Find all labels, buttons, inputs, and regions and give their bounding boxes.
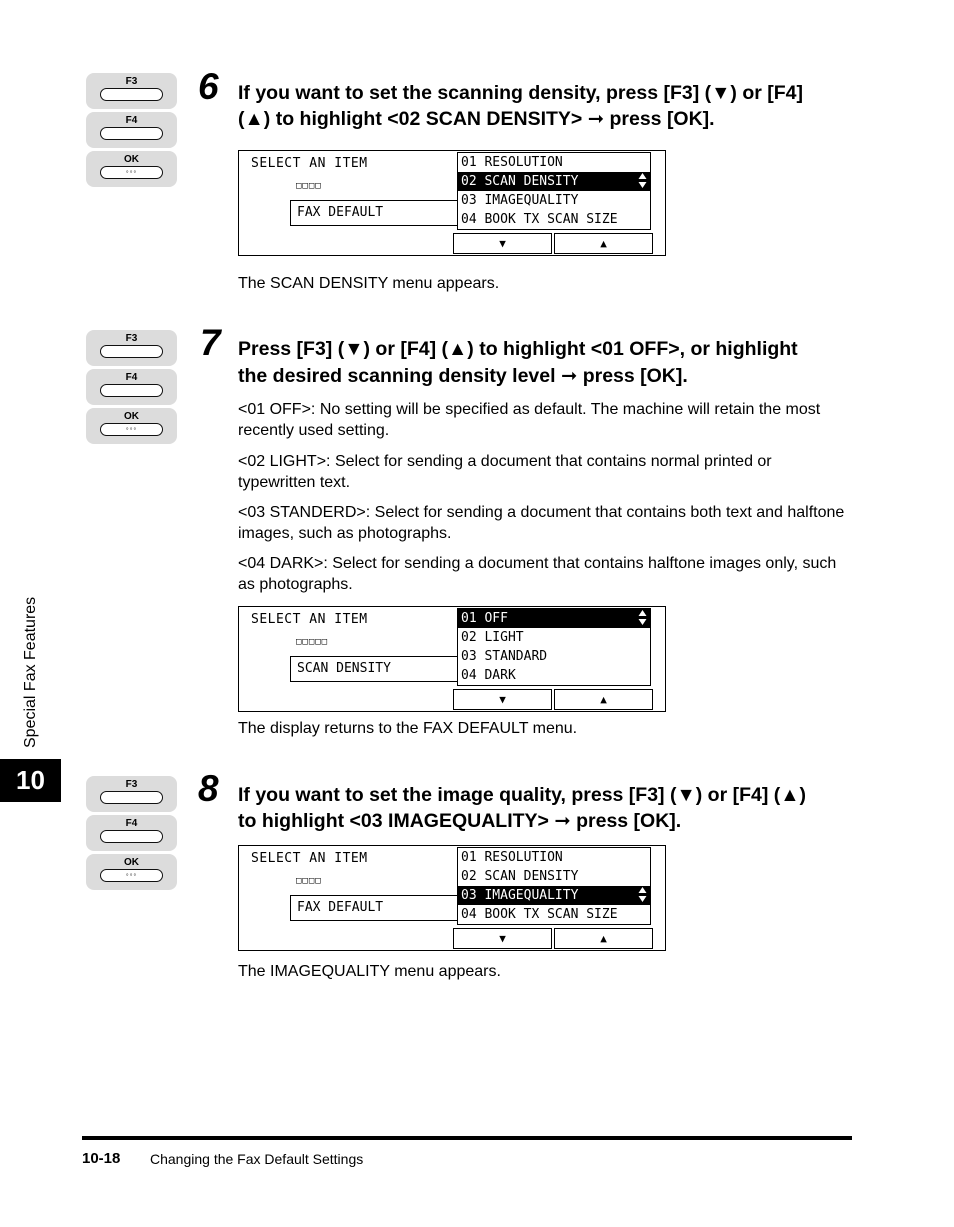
menu-item[interactable] [458, 666, 650, 685]
key-button-icon [100, 423, 163, 436]
key-button-icon [100, 830, 163, 843]
step-heading [238, 782, 848, 834]
menu-item[interactable] [458, 153, 650, 172]
key-button-icon [100, 384, 163, 397]
description-paragraph: <02 LIGHT>: Select for sending a document that contains normal printed or typewritten text. [238, 453, 772, 491]
step-number: 7 [200, 322, 221, 363]
lcd-screen [238, 606, 666, 712]
screen-field: FAX DEFAULT [290, 895, 460, 921]
screen-title: SELECT AN ITEM [251, 156, 368, 171]
chapter-tab: 10 [0, 759, 61, 802]
menu-item-label: 04 DARK [461, 668, 516, 683]
menu-item-label: 02 SCAN DENSITY [461, 869, 579, 884]
menu-item[interactable] [458, 210, 650, 229]
lcd-screen [238, 845, 666, 951]
description-paragraph: <03 STANDERD>: Select for sending a document that contains both text and halftone images, such as photographs. [238, 504, 845, 542]
page-number: 10-18 [82, 1150, 121, 1167]
screen-indicator: □□□□ [296, 181, 322, 191]
menu-item-label: 04 BOOK TX SCAN SIZE [461, 212, 618, 227]
screen-field: FAX DEFAULT [290, 200, 460, 226]
section-label: Special Fax Features [22, 596, 39, 748]
screen-title: SELECT AN ITEM [251, 612, 368, 627]
menu-item[interactable] [458, 191, 650, 210]
heading-line: If you want to set the image quality, press [F3] (▼) or [F4] (▲) [238, 784, 807, 806]
menu-list [457, 847, 651, 925]
screen-field: SCAN DENSITY [290, 656, 460, 682]
f3-key[interactable] [86, 776, 177, 812]
menu-item-label: 03 IMAGEQUALITY [461, 888, 579, 903]
menu-item[interactable] [458, 905, 650, 924]
step-heading [238, 336, 848, 389]
screen-title: SELECT AN ITEM [251, 851, 368, 866]
menu-item-label: 01 RESOLUTION [461, 155, 563, 170]
key-button-icon [100, 791, 163, 804]
lcd-screen [238, 150, 666, 256]
f3-key-label: F3 [125, 779, 138, 790]
ok-dots: ◦◦◦ [125, 167, 138, 176]
scroll-updown-icon [638, 172, 647, 192]
scroll-updown-icon [638, 609, 647, 629]
heading-line: to highlight <03 IMAGEQUALITY> ➞ press [OK]. [238, 810, 682, 832]
menu-item-label: 03 IMAGEQUALITY [461, 193, 579, 208]
f3-key[interactable] [86, 330, 177, 366]
f4-key[interactable] [86, 112, 177, 148]
menu-item[interactable] [458, 172, 650, 191]
menu-item[interactable] [458, 609, 650, 628]
down-arrow-button[interactable]: ▼ [453, 928, 552, 949]
up-arrow-button[interactable]: ▲ [554, 928, 653, 949]
key-button-icon [100, 345, 163, 358]
key-button-icon [100, 88, 163, 101]
caption: The IMAGEQUALITY menu appears. [238, 963, 501, 980]
menu-item[interactable] [458, 848, 650, 867]
caption: The SCAN DENSITY menu appears. [238, 275, 500, 292]
heading-line: the desired scanning density level ➞ press [OK]. [238, 365, 688, 387]
f4-key-label: F4 [125, 372, 138, 383]
key-button-icon [100, 869, 163, 882]
step-number: 8 [198, 768, 219, 809]
f4-key[interactable] [86, 369, 177, 405]
menu-item-label: 01 OFF [461, 611, 508, 626]
screen-indicator: □□□□ [296, 876, 322, 886]
f4-key-label: F4 [125, 115, 138, 126]
footer-rule [82, 1136, 852, 1140]
ok-dots: ◦◦◦ [125, 424, 138, 433]
scroll-updown-icon [638, 886, 647, 906]
menu-list [457, 152, 651, 230]
heading-line: Press [F3] (▼) or [F4] (▲) to highlight <01 OFF>, or highlight [238, 338, 798, 360]
menu-item[interactable] [458, 647, 650, 666]
ok-key[interactable] [86, 151, 177, 187]
description-paragraph: <01 OFF>: No setting will be specified as default. The machine will retain the most recently used setting. [238, 401, 821, 439]
menu-item[interactable] [458, 867, 650, 886]
ok-dots: ◦◦◦ [125, 870, 138, 879]
down-arrow-button[interactable]: ▼ [453, 233, 552, 254]
step-number: 6 [198, 66, 219, 107]
f3-key[interactable] [86, 73, 177, 109]
heading-line: If you want to set the scanning density, press [F3] (▼) or [F4] [238, 82, 803, 104]
menu-item-label: 03 STANDARD [461, 649, 548, 664]
description-paragraph: <04 DARK>: Select for sending a document that contains halftone images only, such as photographs. [238, 555, 837, 593]
footer-title: Changing the Fax Default Settings [150, 1151, 364, 1167]
f4-key-label: F4 [125, 818, 138, 829]
down-arrow-button[interactable]: ▼ [453, 689, 552, 710]
heading-line: (▲) to highlight <02 SCAN DENSITY> ➞ press [OK]. [238, 108, 715, 130]
ok-key-label: OK [124, 411, 139, 422]
menu-list [457, 608, 651, 686]
key-button-icon [100, 127, 163, 140]
key-button-icon [100, 166, 163, 179]
up-arrow-button[interactable]: ▲ [554, 689, 653, 710]
up-arrow-button[interactable]: ▲ [554, 233, 653, 254]
menu-item-label: 02 SCAN DENSITY [461, 174, 579, 189]
menu-item[interactable] [458, 628, 650, 647]
ok-key-label: OK [124, 857, 139, 868]
ok-key[interactable] [86, 408, 177, 444]
step-heading [238, 80, 848, 132]
ok-key-label: OK [124, 154, 139, 165]
f4-key[interactable] [86, 815, 177, 851]
caption: The display returns to the FAX DEFAULT menu. [238, 720, 578, 737]
menu-item-label: 02 LIGHT [461, 630, 524, 645]
f3-key-label: F3 [125, 76, 138, 87]
menu-item[interactable] [458, 886, 650, 905]
screen-indicator: □□□□□ [296, 637, 329, 647]
menu-item-label: 01 RESOLUTION [461, 850, 563, 865]
f3-key-label: F3 [125, 333, 138, 344]
menu-item-label: 04 BOOK TX SCAN SIZE [461, 907, 618, 922]
ok-key[interactable] [86, 854, 177, 890]
